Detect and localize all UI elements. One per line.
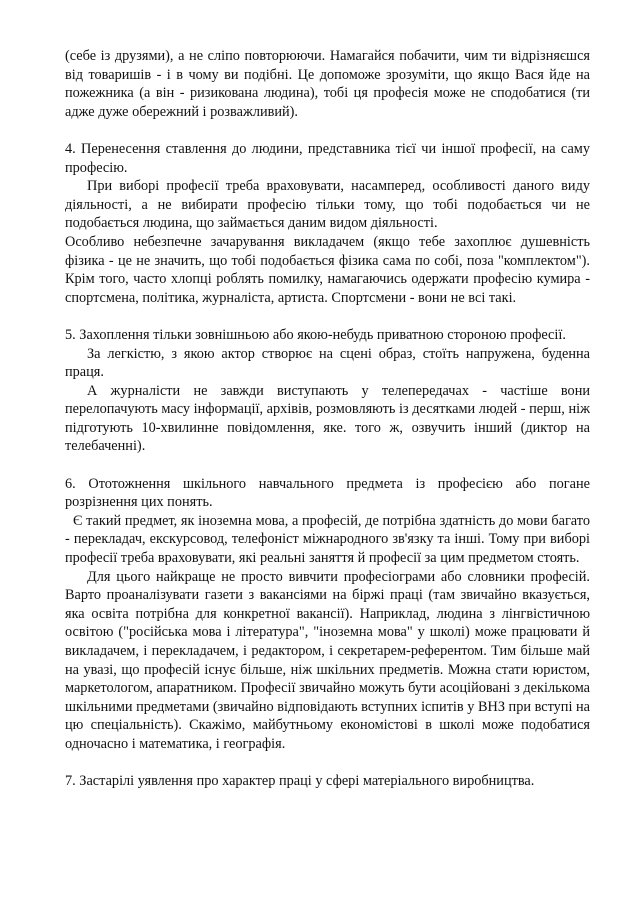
paragraph-gap: [65, 456, 590, 475]
paragraph-gap: [65, 754, 590, 773]
heading-item-6: 6. Ототожнення шкільного навчального предмета із професією або погане розрізнення цих понять.: [65, 475, 590, 511]
paragraph-professiograms: Для цього найкраще не просто вивчити професіограми або словники професій. Варто проаналізувати газети з вакансіями на біржі праці (там звичайно вказується, яка освіта потрібна для конкретної вакансії). Наприклад, людина з лінгвістичною освітою ("російська мова і література", "іноземна мова" у школі) може працювати й викладачем, і перекладачем, і редактором, і секретарем-референтом. Тим більше май на увазі, що професій існує більше, ніж шкільних предметів. Можна стати юристом, маркетологом, апаратником. Професії звичайно можуть бути асоційовані з декількома шкільними предметами (звичайно відповідають вступних іспитів у ВНЗ при вступі на цю спеціальність). Скажімо, майбутньому економістові в школі може подобатися одночасно і математика, і географія.: [65, 568, 590, 752]
paragraph-actor: За легкістю, з якою актор створює на сцені образ, стоїть напружена, буденна праця.: [65, 345, 590, 381]
paragraph-journalists: А журналісти не завжди виступають у телепередачах - частіше вони перелопачують масу інформації, архівів, розмовляють із десятками людей - перш, ніж підготують 10-хвилинне повідомлення, яке. того ж, озвучить інший (диктор на телебаченні).: [65, 382, 590, 455]
heading-item-5: 5. Захоплення тільки зовнішньою або якою-небудь приватною стороною професії.: [65, 326, 566, 343]
paragraph-choice-advice: При виборі професії треба враховувати, насамперед, особливості даного виду діяльності, а не вибирати професію тільки тому, що тобі подобається чи не подобається людина, що займається даним видом діяльності.: [65, 178, 590, 232]
paragraph-intro: (себе із друзями), а не сліпо повторюючи. Намагайся побачити, чим ти відрізняєшся від товаришів - і в чому ви подібні. Це допоможе зрозуміти, що якщо Вася йде на пожежника (а він - ризикована людина), тобі ця професія може не сподобатися (ти адже дуже обережний і розважливий).: [65, 48, 590, 120]
paragraph-teacher-fascination: Особливо небезпечне зачарування викладачем (якщо тебе захоплює душевність фізика - це не значить, що тобі подобається фізика сама по собі, поза "комплектом"). Крім того, часто хлопці роблять помилку, намагаючись одержати професію кумира - спортсмена, політика, журналіста, артиста. Спортсмени - вони не всі такі.: [65, 233, 590, 306]
document-page: [65, 47, 590, 791]
heading-item-7: 7. Застарілі уявлення про характер праці у сфері матеріального виробництва.: [65, 773, 535, 790]
heading-item-4: 4. Перенесення ставлення до людини, представника тієї чи іншої професії, на саму професію.: [65, 140, 590, 176]
paragraph-foreign-language: Є такий предмет, як іноземна мова, а професій, де потрібна здатність до мови багато - перекладач, екскурсовод, телефоніст міжнародного зв'язку та інші. Тому при виборі професії треба враховувати, які реальні заняття й професії за цим предметом стоять.: [65, 512, 590, 567]
paragraph-gap: [65, 307, 590, 326]
paragraph-gap: [65, 121, 590, 140]
